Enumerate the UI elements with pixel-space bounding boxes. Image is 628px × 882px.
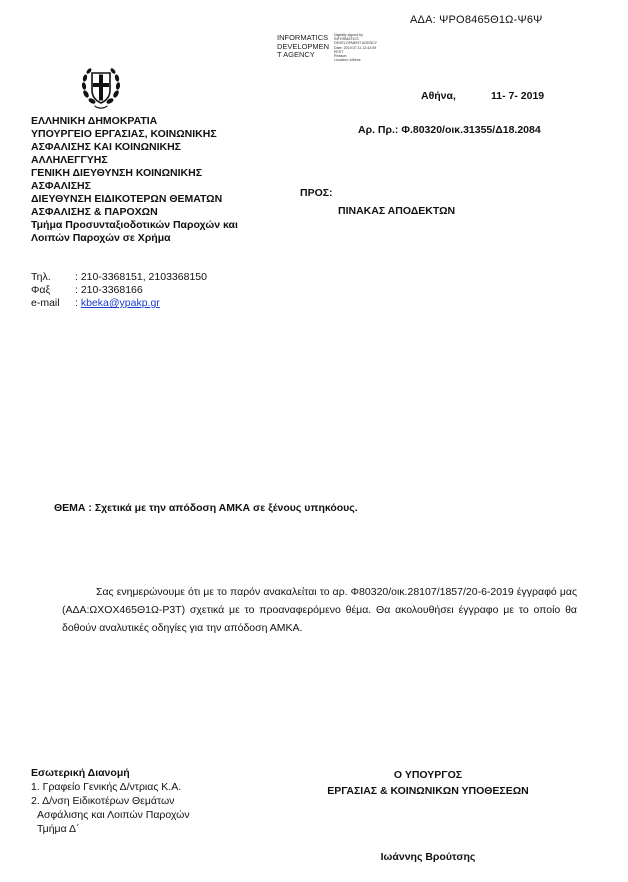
- sender-line: ΑΣΦΑΛΙΣΗΣ: [31, 180, 91, 192]
- to-value: ΠΙΝΑΚΑΣ ΑΠΟΔΕΚΤΩΝ: [338, 205, 456, 217]
- email-separator: :: [75, 297, 78, 309]
- phone-row: [31, 271, 207, 284]
- subject-line: ΘΕΜΑ : Σχετικά με την απόδοση ΑΜΚΑ σε ξένους υπηκόους.: [54, 502, 358, 514]
- signatory-title-1: Ο ΥΠΟΥΡΓΟΣ: [393, 769, 463, 781]
- fax-value: : 210-3368166: [75, 284, 143, 296]
- contact-block: [31, 271, 207, 310]
- sender-line: ΑΛΛΗΛΕΓΓΥΗΣ: [31, 154, 108, 166]
- date-place: Αθήνα,: [421, 90, 456, 102]
- distribution-item: Τμήμα Δ΄: [37, 823, 80, 835]
- signatory-title-2: ΕΡΓΑΣΙΑΣ & ΚΟΙΝΩΝΙΚΩΝ ΥΠΟΘΕΣΕΩΝ: [327, 785, 529, 797]
- digital-signature: [277, 34, 397, 74]
- ada-number: ΑΔΑ: ΨΡΟ8465Θ1Ω-Ψ6Ψ: [410, 14, 543, 26]
- sender-block: [31, 115, 238, 245]
- signature-details: [334, 33, 398, 62]
- signature-org-line: T AGENCY: [277, 50, 315, 59]
- signature-detail-line: Digitally signed by: [334, 33, 363, 37]
- email-label: e-mail: [31, 297, 60, 309]
- date-value: 11- 7- 2019: [491, 90, 545, 102]
- sender-line: ΓΕΝΙΚΗ ΔΙΕΥΘΥΝΣΗ ΚΟΙΝΩΝΙΚΗΣ: [31, 167, 202, 179]
- signature-detail-line: EEST: [334, 49, 344, 54]
- internal-distribution: [31, 766, 190, 836]
- phone-label: Τηλ.: [31, 271, 51, 283]
- signature-detail-line: DEVELOPMENT AGENCY: [334, 41, 378, 46]
- fax-row: [31, 284, 207, 297]
- sender-line: ΑΣΦΑΛΙΣΗΣ ΚΑΙ ΚΟΙΝΩΝΙΚΗΣ: [31, 141, 181, 153]
- signature-detail-line: Location: Athens: [334, 58, 361, 63]
- email-row: [31, 297, 207, 310]
- sender-line: ΔΙΕΥΘΥΝΣΗ ΕΙΔΙΚΟΤΕΡΩΝ ΘΕΜΑΤΩΝ: [31, 193, 223, 205]
- protocol-number: Αρ. Πρ.: Φ.80320/οικ.31355/Δ18.2084: [358, 124, 541, 136]
- signature-org-line: DEVELOPMEN: [277, 41, 330, 51]
- to-label: ΠΡΟΣ:: [300, 187, 333, 199]
- distribution-title: Εσωτερική Διανομή: [31, 767, 130, 779]
- signatory-name: Ιωάννης Βρούτσης: [380, 851, 476, 863]
- sender-line: ΑΣΦΑΛΙΣΗΣ & ΠΑΡΟΧΩΝ: [31, 206, 158, 218]
- sender-line: ΕΛΛΗΝΙΚΗ ΔΗΜΟΚΡΑΤΙΑ: [31, 115, 158, 127]
- phone-value: : 210-3368151, 2103368150: [75, 271, 207, 283]
- signature-detail-line: INFORMATICS: [334, 37, 359, 42]
- distribution-item: Ασφάλισης και Λοιπών Παροχών: [37, 809, 190, 821]
- coat-of-arms-icon: [80, 64, 122, 110]
- email-link[interactable]: kbeka@ypakp.gr: [80, 297, 160, 309]
- fax-label: Φαξ: [31, 284, 51, 296]
- sender-line: Λοιπών Παροχών σε Χρήμα: [31, 232, 171, 244]
- sender-line: Τμήμα Προσυνταξιοδοτικών Παροχών και: [31, 219, 238, 231]
- sender-line: ΥΠΟΥΡΓΕΙΟ ΕΡΓΑΣΙΑΣ, ΚΟΙΝΩΝΙΚΗΣ: [31, 128, 217, 140]
- distribution-item: 2. Δ/νση Ειδικοτέρων Θεμάτων: [31, 795, 175, 807]
- signature-org: [277, 34, 331, 60]
- distribution-item: 1. Γραφείο Γενικής Δ/ντριας Κ.Α.: [31, 781, 182, 793]
- body-text: Σας ενημερώνουμε ότι με το παρόν ανακαλείται το αρ. Φ80320/οικ.28107/1857/20-6-2019 έγγραφό μας (ΑΔΑ:ΩΧΟΧ465Θ1Ω-Ρ3Τ) σχετικά με το προαναφερόμενο θέμα. Θα ακολουθήσει έγγραφο με το οποίο θα δοθούν αναλυτικές οδηγίες για την απόδοση ΑΜΚΑ.: [62, 586, 577, 634]
- signature-org-line: INFORMATICS: [277, 33, 329, 42]
- signature-detail-line: Reason:: [334, 54, 348, 59]
- signature-detail-line: Date: 2019.07.11 13:42:59: [334, 45, 377, 50]
- body-paragraph: [62, 583, 577, 637]
